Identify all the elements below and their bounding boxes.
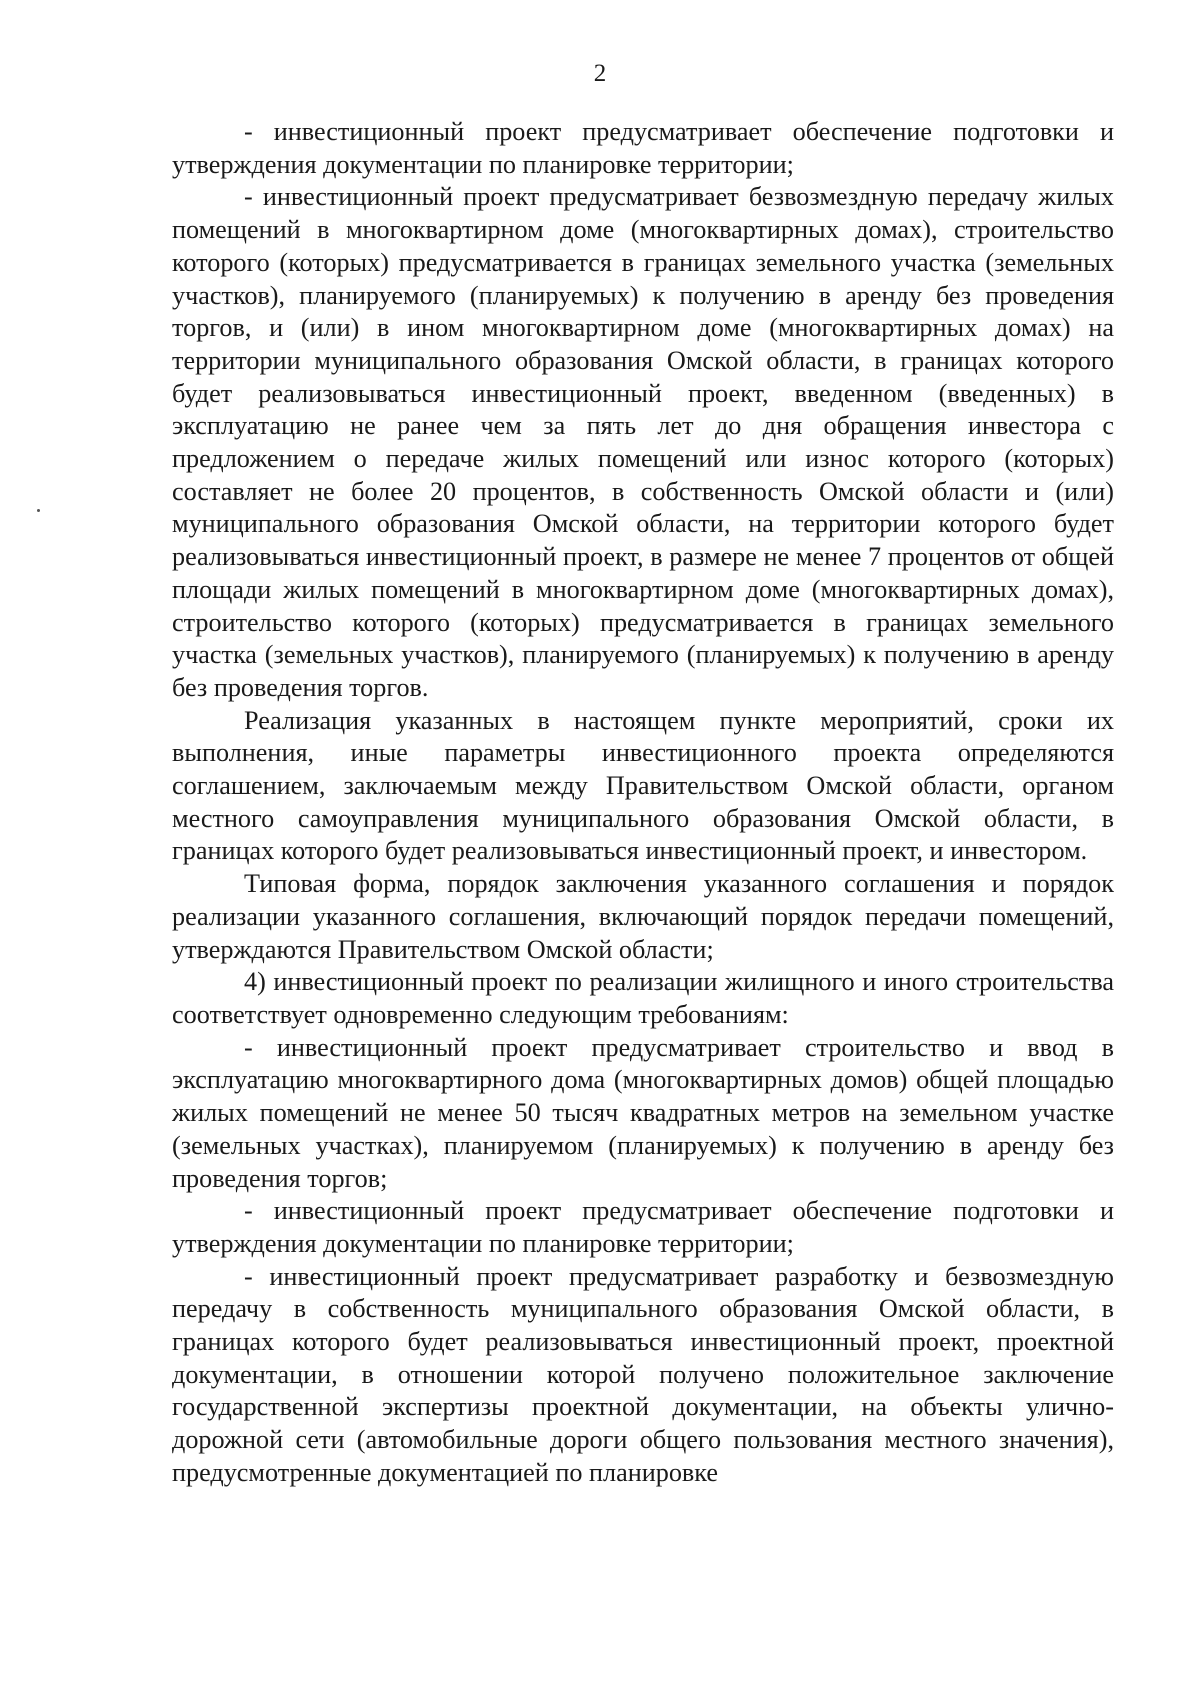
paragraph-requirement-road-network: - инвестиционный проект предусматривает разработку и безвозмездную передачу в собственность муниципального образования Омской области, в границах которого будет реализовываться инвестиционный проект, проектной документации, в отношении которой получено положительное заключение государственной экспертизы проектной документации, на объекты улично-дорожной сети (автомобильные дороги общего пользования местного значения), предусмотренные документацией по планировке [172,1261,1114,1487]
paragraph-requirement-planning-documentation: - инвестиционный проект предусматривает обеспечение подготовки и утверждения документации по планировке территории; [172,117,1114,179]
paragraph-requirement-planning-documentation-2: - инвестиционный проект предусматривает обеспечение подготовки и утверждения документации по планировке территории; [172,1196,1114,1258]
paragraph-requirement-construction: - инвестиционный проект предусматривает строительство и ввод в эксплуатацию многоквартирного дома (многоквартирных домов) общей площадью жилых помещений не менее 50 тысяч квадратных метров на земельном участке (земельных участках), планируемом (планируемых) к получению в аренду без проведения торгов; [172,1032,1114,1193]
paragraph-item-4: 4) инвестиционный проект по реализации жилищного и иного строительства соответствует одновременно следующим требованиям: [172,967,1114,1029]
scan-margin-mark [37,509,40,512]
paragraph-standard-form: Типовая форма, порядок заключения указанного соглашения и порядок реализации указанного соглашения, включающий порядок передачи помещений, утверждаются Правительством Омской области; [172,869,1114,964]
paragraph-implementation-agreement: Реализация указанных в настоящем пункте мероприятий, сроки их выполнения, иные параметры инвестиционного проекта определяются соглашением, заключаемым между Правительством Омской области, органом местного самоуправления муниципального образования Омской области, в границах которого будет реализовываться инвестиционный проект, и инвестором. [172,705,1114,866]
page-number: 2 [593,60,607,87]
paragraph-requirement-housing-transfer: - инвестиционный проект предусматривает безвозмездную передачу жилых помещений в многоквартирном доме (многоквартирных домах), строительство которого (которых) предусматривается в границах земельного участка (земельных участков), планируемого (планируемых) к получению в аренду без проведения торгов, и (или) в ином многоквартирном доме (многоквартирных домах) на территории муниципального образования Омской области, в границах которого будет реализовываться инвестиционный проект, введенном (введенных) в эксплуатацию не ранее чем за пять лет до дня обращения инвестора с предложением о передаче жилых помещений или износ которого (которых) составляет не более 20 процентов, в собственность Омской области и (или) муниципального образования Омской области, на территории которого будет реализовываться инвестиционный проект, в размере не менее 7 процентов от общей площади жилых помещений в многоквартирном доме (многоквартирных домах), строительство которого (которых) предусматривается в границах земельного участка (земельных участков), планируемого (планируемых) к получению в аренду без проведения торгов. [172,182,1114,702]
document-body [172,116,1114,1490]
